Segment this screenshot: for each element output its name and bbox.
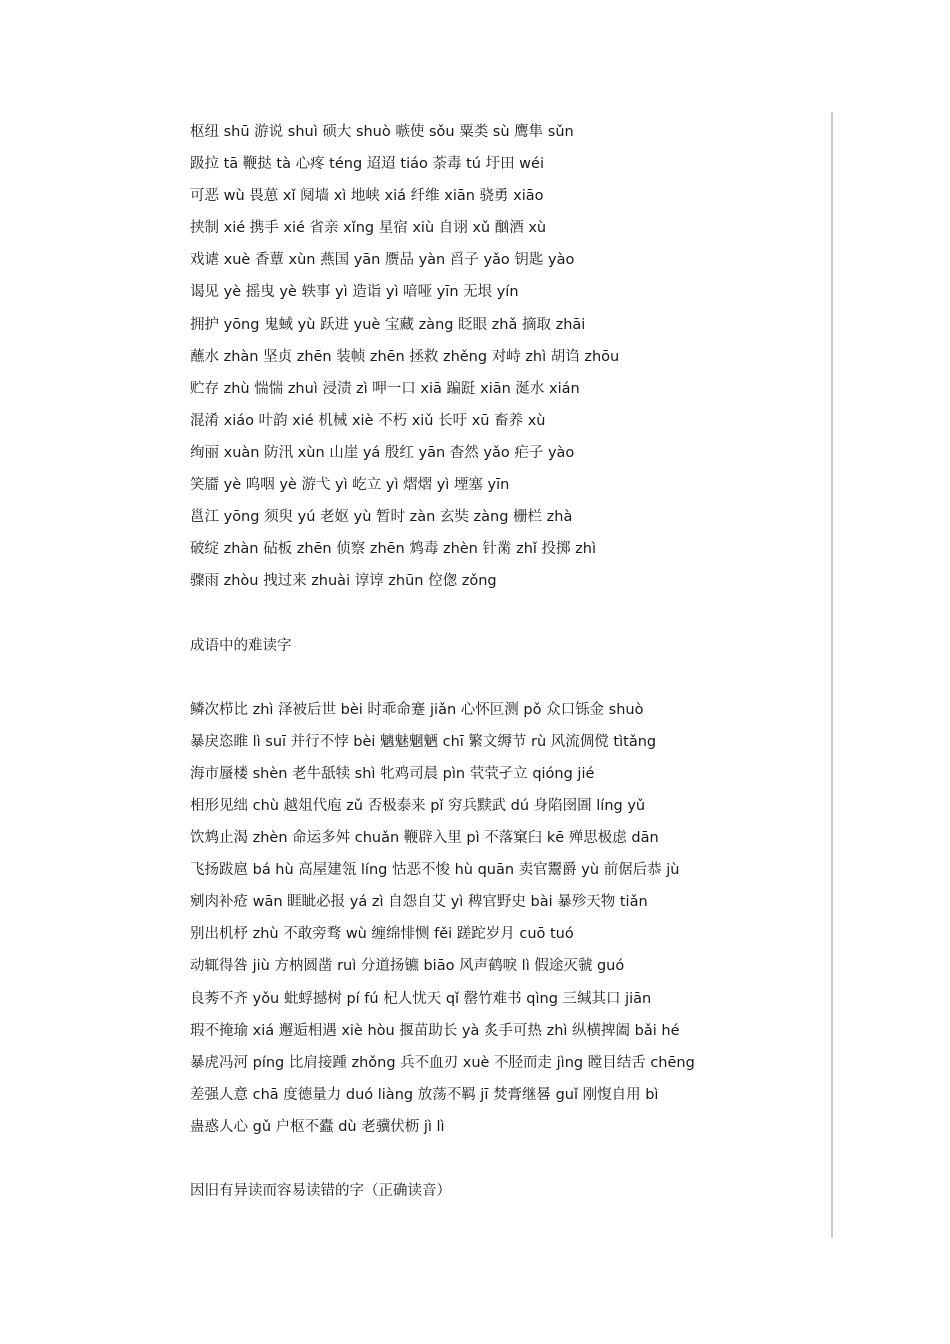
text-line: 相形见绌 chù 越俎代庖 zǔ 否极泰来 pǐ 穷兵黩武 dú 身陷囹圄 líng yǔ bbox=[190, 797, 646, 814]
text-line: 枢纽 shū 游说 shuì 硕大 shuò 嗾使 sǒu 粟类 sù 鹰隼 sǔn bbox=[190, 124, 574, 140]
text-line: 戏谑 xuè 香蕈 xùn 燕国 yān 赝品 yàn 舀子 yǎo 钥匙 yào bbox=[190, 252, 575, 269]
text-line: 瑕不掩瑜 xiá 邂逅相遇 xiè hòu 揠苗助长 yà 炙手可热 zhì 纵横捭阖 bǎi hé bbox=[190, 1022, 680, 1039]
text-line: 蘸水 zhàn 坚贞 zhēn 装帧 zhēn 拯救 zhěng 对峙 zhì 胡诌 zhōu bbox=[190, 348, 620, 365]
idiom-list-section bbox=[190, 694, 820, 1143]
text-line: 差强人意 chā 度德量力 duó liàng 放荡不羁 jī 焚膏继晷 guǐ 刚愎自用 bì bbox=[190, 1086, 659, 1103]
spacer bbox=[190, 597, 820, 629]
text-line: 飞扬跋扈 bá hù 高屋建瓴 líng 怙恶不悛 hù quān 卖官鬻爵 yù 前倨后恭 jù bbox=[190, 862, 680, 879]
text-line: 骤雨 zhòu 拽过来 zhuài 谆谆 zhūn 倥偬 zǒng bbox=[190, 573, 497, 590]
text-line: 别出机杼 zhù 不敢旁骛 wù 缠绵悱恻 fěi 蹉跎岁月 cuō tuó bbox=[190, 926, 574, 943]
spacer bbox=[190, 1143, 820, 1175]
text-line: 破绽 zhàn 砧板 zhēn 侦察 zhēn 鸩毒 zhèn 针黹 zhǐ 投掷 zhì bbox=[190, 541, 596, 558]
text-line: 剜肉补疮 wān 睚眦必报 yá zì 自怨自艾 yì 稗官野史 bài 暴殄天物 tiǎn bbox=[190, 894, 648, 911]
text-line: 暴戾恣睢 lì suī 并行不悖 bèi 魑魅魍魉 chī 繁文缛节 rù 风流倜傥 tìtǎng bbox=[190, 733, 657, 750]
text-line: 鳞次栉比 zhì 泽被后世 bèi 时乖命蹇 jiǎn 心怀叵测 pǒ 众口铄金 shuò bbox=[190, 701, 644, 718]
text-line: 暴虎冯河 píng 比肩接踵 zhǒng 兵不血刃 xuè 不胫而走 jìng 瞠目结舌 chēng bbox=[190, 1054, 695, 1071]
text-line: 趿拉 tā 鞭挞 tà 心疼 téng 迢迢 tiáo 荼毒 tú 圩田 wéi bbox=[190, 156, 544, 173]
section-heading-idioms: 成语中的难读字 bbox=[190, 637, 292, 654]
text-line: 可恶 wù 畏葸 xǐ 阋墙 xì 地峡 xiá 纤维 xiān 骁勇 xiāo bbox=[190, 188, 544, 205]
text-line: 良莠不齐 yǒu 蚍蜉撼树 pí fú 杞人忧天 qǐ 罄竹难书 qìng 三缄其口 jiān bbox=[190, 990, 652, 1007]
pinyin-list-section bbox=[190, 116, 820, 597]
page-border-line bbox=[831, 112, 833, 1238]
text-line: 动辄得咎 jiù 方枘圆凿 ruì 分道扬镳 biāo 风声鹤唳 lì 假途灭虢 guó bbox=[190, 958, 625, 975]
text-line: 挟制 xié 携手 xié 省亲 xǐng 星宿 xiù 自诩 xǔ 酗酒 xù bbox=[190, 220, 547, 237]
text-line: 谒见 yè 摇曳 yè 轶事 yì 造诣 yì 喑哑 yīn 无垠 yín bbox=[190, 284, 519, 301]
text-line: 混淆 xiáo 叶韵 xié 机械 xiè 不朽 xiǔ 长吁 xū 畜养 xù bbox=[190, 412, 546, 429]
text-line: 贮存 zhù 惴惴 zhuì 浸渍 zì 呷一口 xiā 蹁跹 xiān 涎水 xián bbox=[190, 380, 580, 397]
document-body bbox=[190, 116, 820, 1207]
text-line: 笑靥 yè 呜咽 yè 游弋 yì 屹立 yì 熠熠 yì 堙塞 yīn bbox=[190, 477, 510, 494]
text-line: 拥护 yōng 鬼蜮 yù 跃进 yuè 宝藏 zàng 眨眼 zhǎ 摘取 zhāi bbox=[190, 316, 586, 333]
text-line: 海市蜃楼 shèn 老牛舐犊 shì 牝鸡司晨 pìn 茕茕孑立 qióng jié bbox=[190, 765, 595, 782]
text-line: 邕江 yōng 须臾 yú 老妪 yù 暂时 zàn 玄奘 zàng 栅栏 zhà bbox=[190, 509, 573, 526]
spacer bbox=[190, 662, 820, 694]
text-line: 绚丽 xuàn 防汛 xùn 山崖 yá 殷红 yān 杳然 yǎo 疟子 yào bbox=[190, 444, 575, 461]
text-line: 蛊惑人心 gǔ 户枢不蠹 dù 老骥伏枥 jì lì bbox=[190, 1118, 445, 1135]
text-line: 饮鸩止渴 zhèn 命运多舛 chuǎn 鞭辟入里 pì 不落窠臼 kē 殚思极虑 dān bbox=[190, 830, 659, 847]
section-heading-variant-readings: 因旧有异读而容易读错的字（正确读音） bbox=[190, 1183, 451, 1200]
